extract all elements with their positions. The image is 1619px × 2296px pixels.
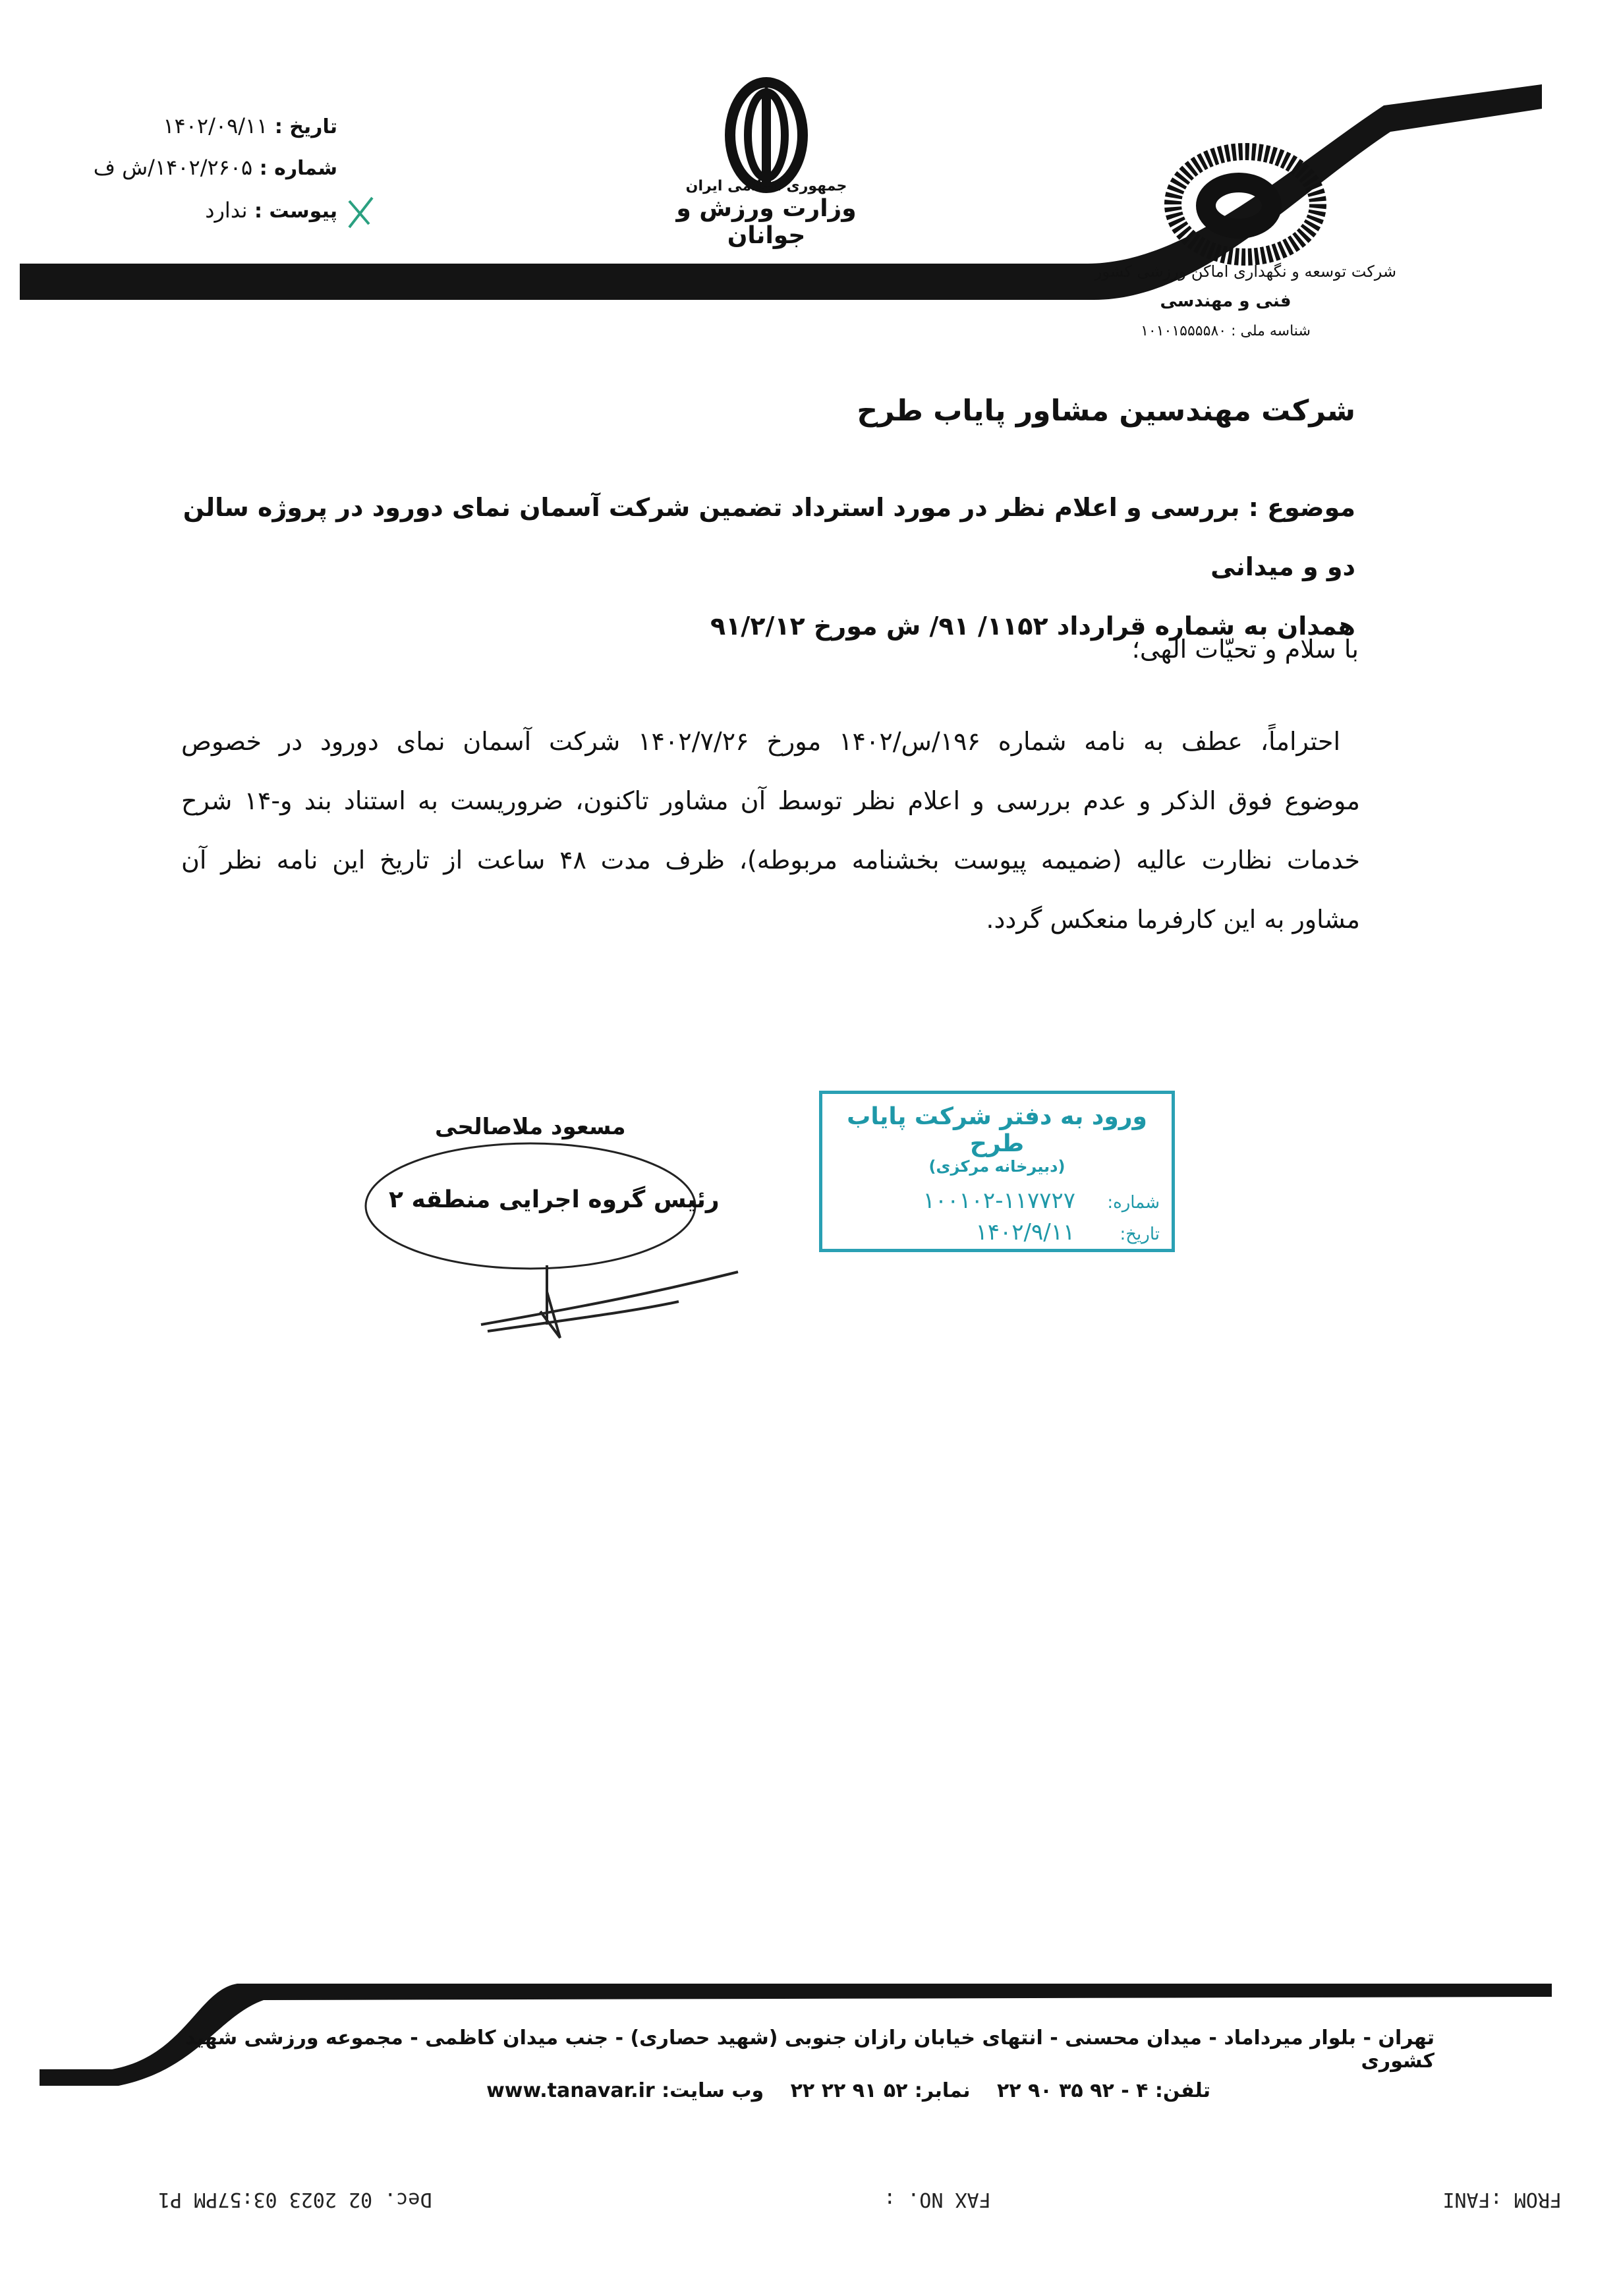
footer-website: www.tanavar.ir [486, 2079, 655, 2102]
date-label: تاریخ : [274, 115, 337, 138]
receipt-stamp [819, 1091, 1175, 1252]
attachment-label: پیوست : [254, 200, 337, 223]
footer-fax: نمابر: ۵۲ ۹۱ ۲۲ ۲۲ [790, 2079, 971, 2102]
fax-from: FROM :FANI [1442, 2188, 1562, 2211]
national-id: شناسه ملی : ۱۰۱۰۱۵۵۵۵۸۰ [1141, 323, 1311, 339]
stamp-date-value: ۱۴۰۲/۹/۱۱ [975, 1219, 1075, 1246]
company-name: شرکت توسعه و نگهداری اماکن ورزشی کشور [1094, 262, 1397, 281]
check-mark-icon [349, 198, 372, 227]
signatory-name: مسعود ملاصالحی [435, 1114, 626, 1140]
number-value: ۱۴۰۲/۲۶۰۵/ش ف [93, 155, 253, 180]
date-value: ۱۴۰۲/۰۹/۱۱ [163, 113, 268, 138]
department-name: فنی و مهندسی [1160, 291, 1292, 311]
emblem-country-text: جمهوری اسلامی ایران [685, 178, 847, 194]
signature-scribble [481, 1265, 738, 1338]
body-line: خدمات نظارت عالیه (ضمیمه پیوست بخشنامه مربوطه)، ظرف مدت ۴۸ ساعت از تاریخ این نامه نظر آن [181, 846, 1360, 875]
footer-contacts [329, 2079, 1210, 2102]
stamp-subtitle: (دبیرخانه مرکزی) [928, 1157, 1065, 1176]
footer-website-label: وب سایت: [662, 2079, 764, 2102]
body-line: مشاور به این کارفرما منعکس گردد. [986, 905, 1360, 934]
body-line: موضوع فوق الذکر و عدم بررسی و اعلام نظر توسط آن مشاور تاکنون، ضروریست به استناد بند و-۱۴ شرح [181, 786, 1360, 815]
ministry-name: وزارت ورزش و جوانان [676, 195, 857, 249]
footer-address: تهران - بلوار میرداماد - میدان محسنی - انتهای خیابان رازان جنوبی (شهید حصاری) - جنب میدان کاظمی - مجموعه ورزشی شهید کشوری [185, 2026, 1434, 2073]
fax-header [158, 2188, 1562, 2211]
subject-line-1: موضوع : بررسی و اعلام نظر در مورد استرداد تضمین شرکت آسمان نمای دورود در پروژه سالن دو و میدانی [183, 493, 1355, 581]
stamp-date-row [834, 1219, 1160, 1246]
greeting: با سلام و تحیّات الهی؛ [1131, 635, 1359, 664]
attachment-value: ندارد [205, 198, 248, 223]
stamp-title: ورود به دفتر شرکت پایاب طرح [847, 1103, 1147, 1157]
number-field [94, 155, 337, 180]
stamp-number-value: ۱۱۷۷۲۷-۱۰۰۱۰۲ [923, 1188, 1076, 1214]
fax-number: FAX NO. : [884, 2188, 991, 2211]
footer-phone: تلفن: ۴ - ۹۲ ۳۵ ۹۰ ۲۲ [996, 2079, 1210, 2102]
number-label: شماره : [259, 157, 337, 180]
letter-body [181, 712, 1360, 949]
subject-line-2: همدان به شماره قرارداد ۱۱۵۲/ ۹۱/ ش مورخ ۹۱/۲/۱۲ [710, 612, 1355, 641]
stamp-date-label: تاریخ: [1120, 1224, 1160, 1244]
signatory-title: رئیس گروه اجرایی منطقه ۲ [389, 1186, 720, 1213]
fax-timestamp: Dec. 02 2023 03:57PM P1 [158, 2188, 432, 2211]
stamp-number-label: شماره: [1107, 1193, 1160, 1213]
recipient: شرکت مهندسین مشاور پایاب طرح [857, 394, 1355, 428]
iran-emblem-icon [730, 82, 803, 188]
body-line: احتراماً، عطف به نامه شماره ۱۹۶/س/۱۴۰۲ مورخ ۱۴۰۲/۷/۲۶ شرکت آسمان نمای دورود در خصوص [181, 727, 1340, 756]
stamp-number-row [834, 1188, 1160, 1214]
date-field [163, 113, 337, 138]
attachment-field [205, 198, 337, 223]
